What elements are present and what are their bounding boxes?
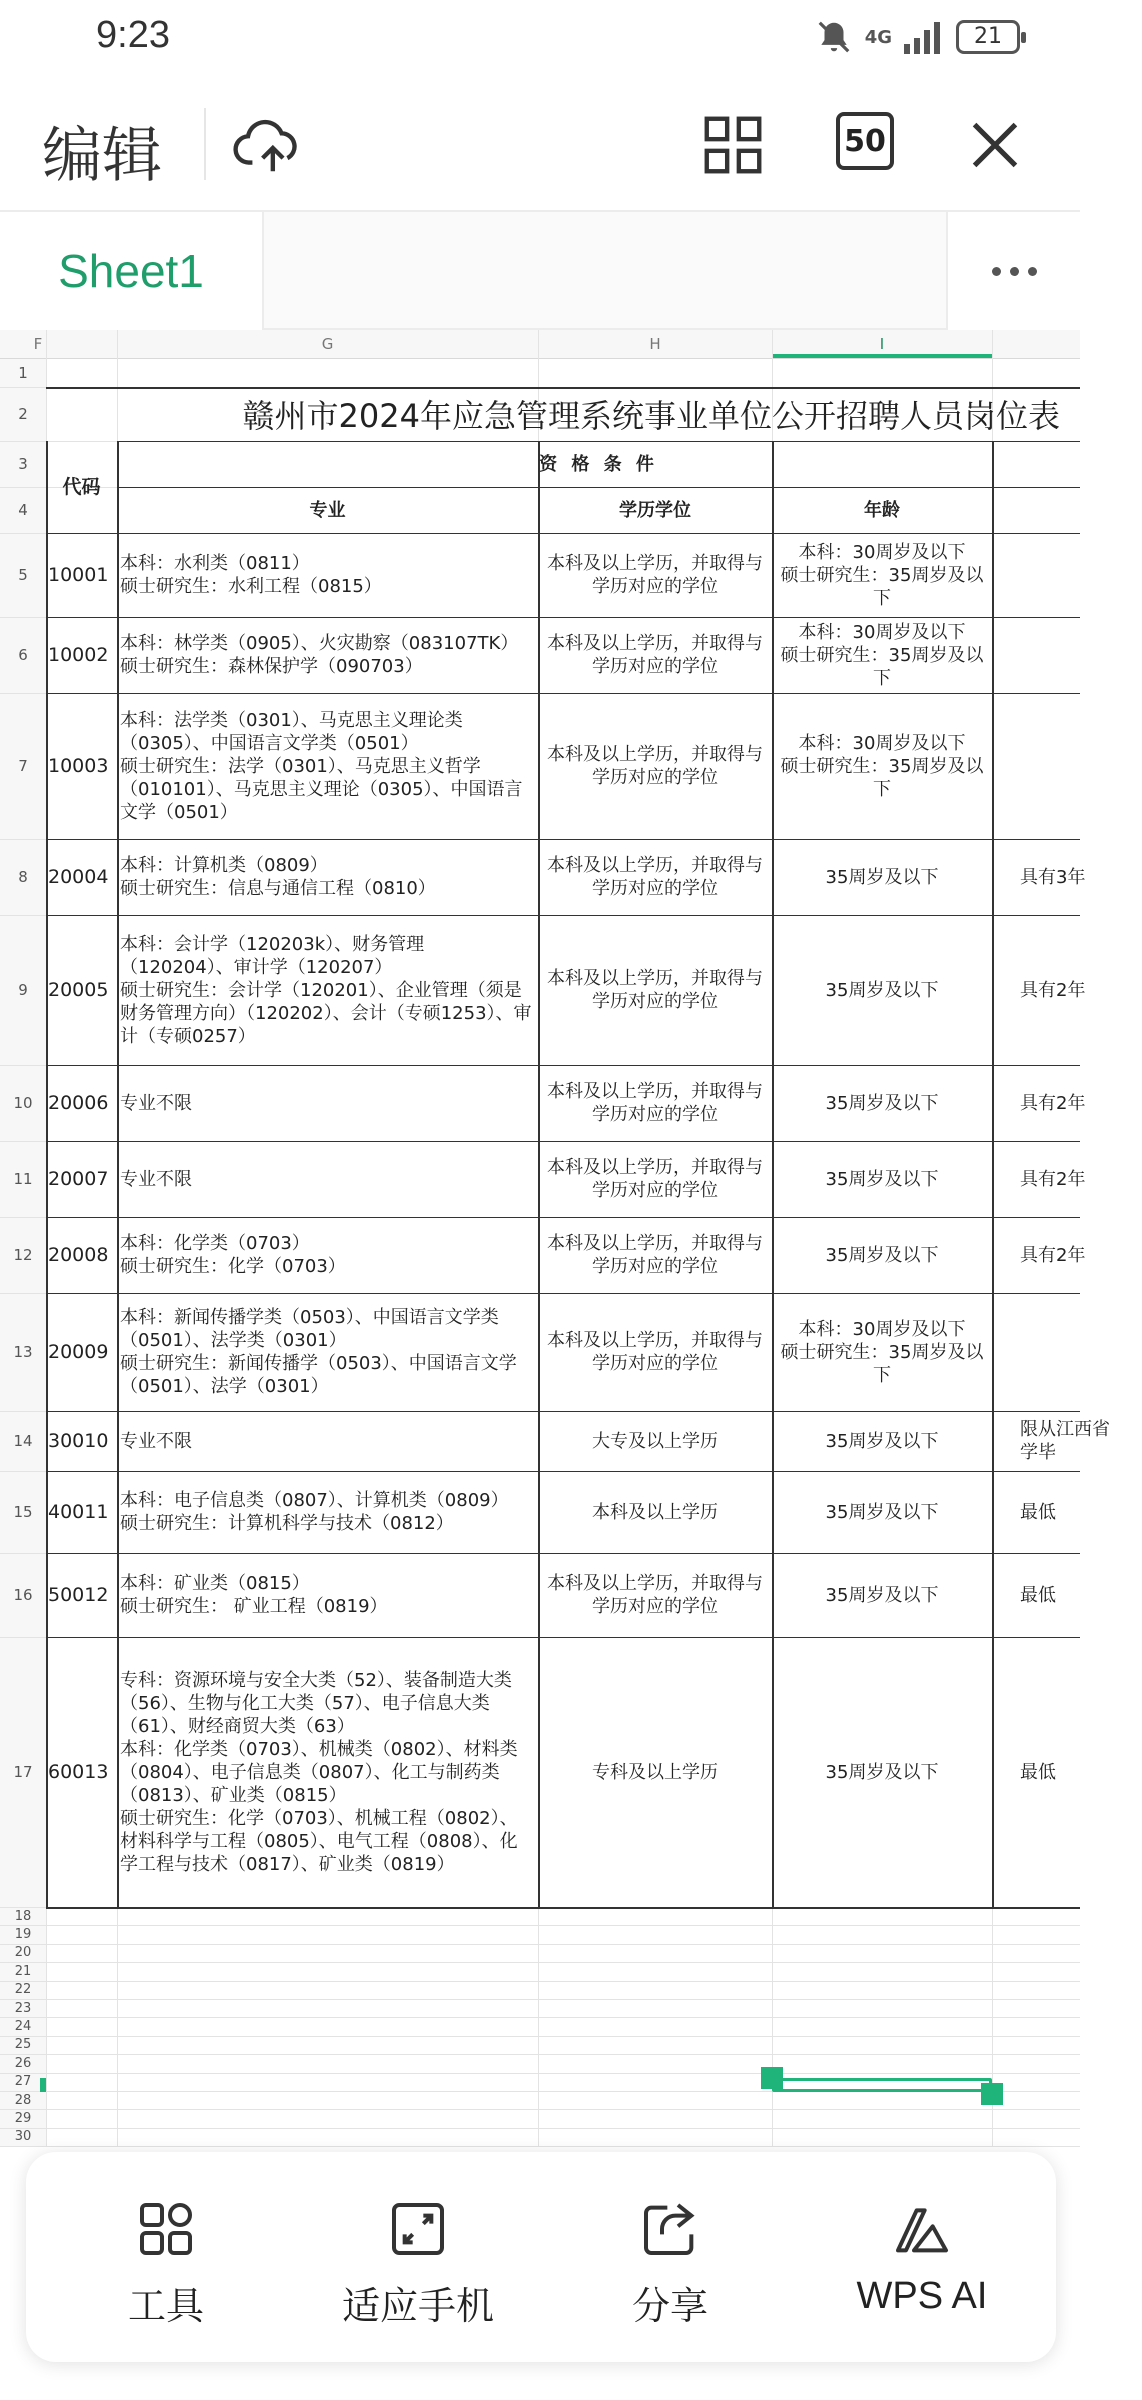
status-bar: [0, 0, 1080, 80]
cell-requirement[interactable]: 具有3年: [1020, 866, 1086, 888]
grid-line: [0, 2128, 1080, 2129]
cell-age[interactable]: 35周岁及以下: [825, 1761, 939, 1783]
cell-code[interactable]: 10003: [48, 754, 109, 777]
cell-age[interactable]: 35周岁及以下: [825, 1501, 939, 1523]
row-header[interactable]: 25: [14, 2037, 32, 2053]
cell-code[interactable]: 10002: [48, 643, 109, 666]
cell-code[interactable]: 10001: [48, 563, 109, 586]
row-header[interactable]: 22: [14, 1982, 32, 1998]
grid-line: [0, 2073, 1080, 2074]
cell-age[interactable]: 35周岁及以下: [825, 979, 939, 1001]
cell-degree[interactable]: 本科及以上学历，并取得与学历对应的学位: [547, 968, 763, 1012]
cell-code[interactable]: 50012: [48, 1583, 109, 1606]
grid-line: [0, 1999, 1080, 2000]
cell-code[interactable]: 20005: [48, 978, 109, 1001]
status-icons: [815, 18, 1020, 56]
cell-code[interactable]: 60013: [48, 1760, 109, 1783]
fit-phone-label: 适应手机: [341, 2284, 494, 2328]
share-icon: [638, 2197, 702, 2261]
cell-requirement[interactable]: 具有2年: [1020, 1168, 1086, 1190]
top-toolbar: [0, 80, 1080, 210]
cell-degree[interactable]: 大专及以上学历: [592, 1430, 718, 1452]
row-header[interactable]: 29: [14, 2111, 32, 2127]
mute-bell-icon: [815, 18, 853, 56]
wps-ai-icon: [890, 2197, 954, 2261]
close-icon[interactable]: [960, 110, 1030, 180]
cell-age[interactable]: 35周岁及以下: [825, 1430, 939, 1452]
header-degree[interactable]: 学历学位: [619, 499, 691, 521]
row-header[interactable]: 8: [18, 868, 28, 886]
cell-degree[interactable]: 本科及以上学历，并取得与学历对应的学位: [547, 855, 763, 899]
cell-degree[interactable]: 专科及以上学历: [592, 1761, 718, 1783]
tools-button[interactable]: [56, 2197, 276, 2337]
grid-line: [0, 2109, 1080, 2110]
grid-line: [0, 2036, 1080, 2037]
cell-requirement[interactable]: [992, 1293, 1142, 1411]
cell-code[interactable]: 20006: [48, 1091, 109, 1114]
cell-code[interactable]: 20007: [48, 1167, 109, 1190]
cell-degree[interactable]: 本科及以上学历，并取得与学历对应的学位: [547, 633, 763, 677]
cell-requirement[interactable]: 最低: [1020, 1761, 1056, 1783]
row-header[interactable]: 11: [13, 1170, 33, 1188]
grid-view-icon[interactable]: [698, 110, 768, 180]
row-header[interactable]: 14: [13, 1432, 33, 1450]
cell-major[interactable]: 本科：计算机类（0809） 硕士研究生：信息与通信工程（0810）: [120, 855, 436, 899]
tools-label: 工具: [127, 2284, 204, 2328]
row-header[interactable]: 4: [18, 501, 28, 519]
selection-handle-end[interactable]: [981, 2083, 1003, 2105]
selection-box[interactable]: [772, 2078, 992, 2092]
wps-ai-label: WPS AI: [856, 2275, 988, 2317]
column-header-f[interactable]: F: [33, 335, 43, 353]
wps-ai-button[interactable]: [812, 2197, 1032, 2337]
row-header[interactable]: 12: [13, 1246, 33, 1264]
header-qualification[interactable]: 资 格 条 件: [539, 453, 658, 475]
header-age[interactable]: 年龄: [864, 499, 900, 521]
row-header[interactable]: 30: [14, 2129, 32, 2145]
cell-requirement[interactable]: 具有2年: [1020, 1244, 1086, 1266]
row-header[interactable]: 20: [14, 1945, 32, 1961]
cell-code[interactable]: 40011: [48, 1500, 109, 1523]
header-code[interactable]: 代码: [62, 475, 101, 498]
table-border: [46, 1907, 1080, 1909]
share-button[interactable]: [560, 2197, 780, 2337]
cell-degree[interactable]: 本科及以上学历，并取得与学历对应的学位: [547, 553, 763, 597]
row-header[interactable]: 24: [14, 2019, 32, 2035]
cell-major[interactable]: 专科：资源环境与安全大类（52）、装备制造大类（56）、生物与化工大类（57）、电子信息大类（61）、财经商贸大类（63） 本科：化学类（0703）、机械类（0802）、材料类（0804）、电子信息类（0807）、化工与制药类（0813）、矿业类（0815） 硕士研究生：化学（0703）、机械工程（0802）、材料科学与工程（0805）、电气工程（0808）、化学工程与技术（0817）、矿业类（0819）: [120, 1669, 518, 1875]
tab-sheet1[interactable]: Sheet1: [0, 212, 264, 330]
column-header-g[interactable]: G: [321, 335, 334, 353]
cell-age[interactable]: 35周岁及以下: [825, 1168, 939, 1190]
cell-code[interactable]: 30010: [48, 1429, 109, 1452]
selection-handle-start[interactable]: [761, 2067, 783, 2089]
cell-degree[interactable]: 本科及以上学历，并取得与学历对应的学位: [547, 1081, 763, 1125]
edit-button[interactable]: 编辑: [42, 121, 162, 191]
grid-line: [0, 1981, 1080, 1982]
row-header[interactable]: 13: [13, 1343, 33, 1361]
cell-requirement[interactable]: 具有2年: [1020, 979, 1086, 1001]
row-header[interactable]: 9: [18, 981, 28, 999]
grid-line: [0, 2146, 1080, 2147]
row-header[interactable]: 16: [13, 1586, 33, 1604]
cell-major[interactable]: 专业不限: [120, 1092, 192, 1114]
share-label: 分享: [631, 2284, 708, 2328]
cell-age[interactable]: 本科：30周岁及以下 硕士研究生：35周岁及以下: [780, 541, 984, 609]
cell-major[interactable]: 本科：会计学（120203k）、财务管理（120204）、审计学（120207） 硕士研究生：会计学（120201）、企业管理（须是财务管理方向）（120202）、会计（专硕1253）、审计（专硕0257）: [120, 933, 532, 1047]
row-header[interactable]: 3: [18, 455, 28, 473]
cloud-upload-icon[interactable]: [232, 110, 302, 180]
cell-requirement[interactable]: [992, 533, 1142, 617]
column-header-h[interactable]: H: [649, 335, 661, 353]
cell-major[interactable]: 专业不限: [120, 1168, 192, 1190]
cell-major[interactable]: 本科：电子信息类（0807）、计算机类（0809） 硕士研究生：计算机科学与技术（0812）: [120, 1490, 509, 1534]
row-header[interactable]: 7: [18, 757, 28, 775]
row-header[interactable]: 21: [14, 1963, 32, 1979]
cell-major[interactable]: 专业不限: [120, 1430, 192, 1452]
cell-degree[interactable]: 本科及以上学历: [592, 1501, 718, 1523]
cell-age[interactable]: 本科：30周岁及以下 硕士研究生：35周岁及以下: [780, 1318, 984, 1386]
row-header[interactable]: 28: [14, 2092, 32, 2108]
grid-line: [0, 1925, 1080, 1926]
row-header[interactable]: 2: [18, 405, 28, 423]
cell-requirement[interactable]: [992, 693, 1142, 839]
cell-major[interactable]: 本科：矿业类（0815） 硕士研究生： 矿业工程（0819）: [120, 1573, 388, 1617]
sheet-title: 赣州市2024年应急管理系统事业单位公开招聘人员岗位表: [242, 397, 1060, 435]
grid-line: [0, 2054, 1080, 2055]
cell-code[interactable]: 20004: [48, 865, 109, 888]
header-major[interactable]: 专业: [309, 499, 346, 521]
cell-degree[interactable]: 本科及以上学历，并取得与学历对应的学位: [547, 1330, 763, 1374]
grid-line: [0, 1944, 1080, 1945]
cell-degree[interactable]: 本科及以上学历，并取得与学历对应的学位: [547, 1233, 763, 1277]
cell-degree[interactable]: 本科及以上学历，并取得与学历对应的学位: [547, 1573, 763, 1617]
grid-line: [0, 2017, 1080, 2018]
selected-row-indicator: [40, 2078, 46, 2092]
cell-requirement[interactable]: 最低: [1020, 1584, 1056, 1606]
cell-requirement[interactable]: 具有2年: [1020, 1092, 1086, 1114]
battery-icon: 21: [956, 20, 1020, 54]
cell-major[interactable]: 本科：林学类（0905）、火灾勘察（083107TK） 硕士研究生：森林保护学（090703）: [120, 633, 519, 677]
row-header[interactable]: 15: [13, 1503, 33, 1521]
tools-icon: [134, 2197, 198, 2261]
cell-age[interactable]: 本科：30周岁及以下 硕士研究生：35周岁及以下: [780, 621, 984, 689]
zoom-badge[interactable]: [836, 112, 894, 170]
cell-age[interactable]: 本科：30周岁及以下 硕士研究生：35周岁及以下: [780, 732, 984, 800]
cell-requirement[interactable]: 限从江西省 学毕: [1020, 1419, 1110, 1463]
signal-icon: [904, 20, 944, 54]
cell-major[interactable]: 本科：法学类（0301）、马克思主义理论类（0305）、中国语言文学类（0501） 硕士研究生：法学（0301）、马克思主义哲学（010101）、马克思主义理论（0305）、中国语言文学（0501）: [120, 709, 523, 823]
cell-age[interactable]: 35周岁及以下: [825, 1092, 939, 1114]
cell-requirement[interactable]: 最低: [1020, 1501, 1056, 1523]
cell-code[interactable]: 20009: [48, 1340, 109, 1363]
grid-line: [0, 1962, 1080, 1963]
row-header[interactable]: 10: [13, 1094, 33, 1112]
bottom-action-panel: [26, 2152, 1056, 2362]
row-header[interactable]: 27: [14, 2074, 32, 2090]
cell-major[interactable]: 本科：水利类（0811） 硕士研究生：水利工程（0815）: [120, 553, 382, 597]
row-header[interactable]: 26: [14, 2055, 32, 2071]
more-icon[interactable]: [946, 212, 1080, 330]
status-time: 9:23: [96, 14, 170, 56]
row-header[interactable]: 17: [13, 1763, 33, 1781]
row-header[interactable]: 18: [14, 1908, 32, 1924]
column-header-border: [0, 358, 1080, 359]
zoom-badge-label: 50: [844, 123, 886, 159]
fit-screen-icon: [386, 2197, 450, 2261]
row-header[interactable]: 23: [14, 2000, 32, 2016]
network-type: 4G: [864, 26, 892, 48]
toolbar-divider: [204, 108, 206, 180]
row-header[interactable]: 5: [18, 566, 28, 584]
column-header-i[interactable]: I: [879, 335, 885, 353]
cell-major[interactable]: 本科：新闻传播学类（0503）、中国语言文学类（0501）、法学类（0301） 硕士研究生：新闻传播学（0503）、中国语言文学（0501）、法学（0301）: [120, 1307, 517, 1397]
cell-age[interactable]: 35周岁及以下: [825, 1584, 939, 1606]
cell-age[interactable]: 35周岁及以下: [825, 866, 939, 888]
cell-degree[interactable]: 本科及以上学历，并取得与学历对应的学位: [547, 744, 763, 788]
cell-requirement[interactable]: [992, 617, 1142, 693]
row-header[interactable]: 1: [18, 364, 28, 382]
row-header[interactable]: 19: [14, 1927, 32, 1943]
sheet-tab-bar: [0, 210, 1080, 330]
cell-age[interactable]: 35周岁及以下: [825, 1244, 939, 1266]
cell-code[interactable]: 20008: [48, 1243, 109, 1266]
row-header[interactable]: 6: [18, 646, 28, 664]
cell-degree[interactable]: 本科及以上学历，并取得与学历对应的学位: [547, 1157, 763, 1201]
cell-major[interactable]: 本科：化学类（0703） 硕士研究生：化学（0703）: [120, 1233, 346, 1277]
fit-phone-button[interactable]: [308, 2197, 528, 2337]
spreadsheet-grid[interactable]: [0, 330, 1110, 2152]
